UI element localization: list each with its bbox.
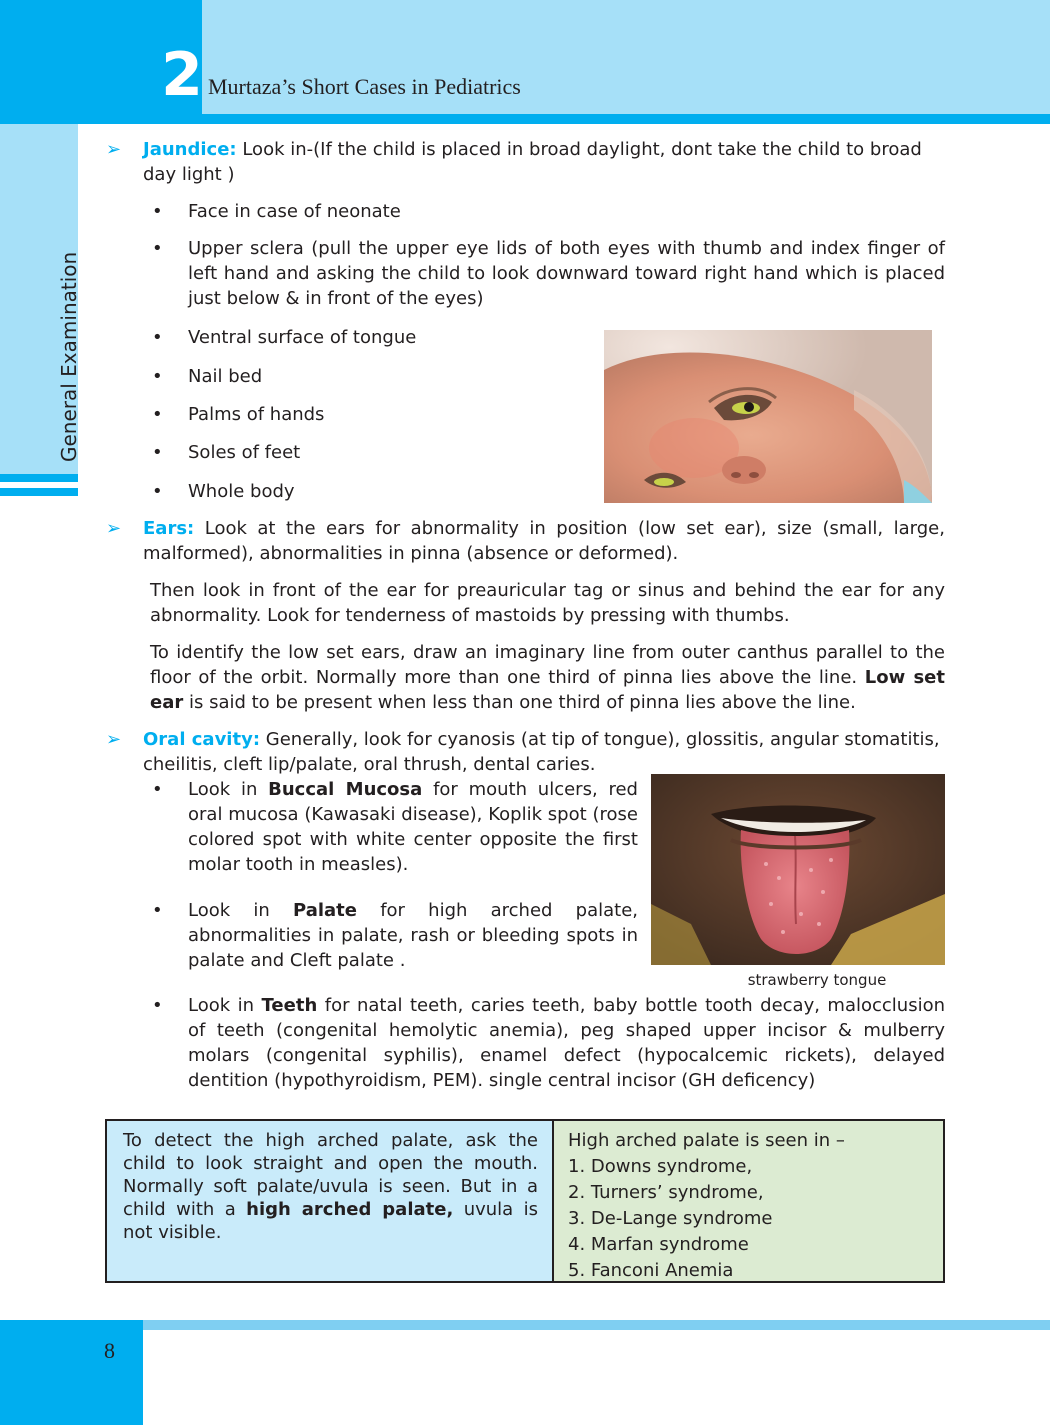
footer-rule [0,1320,1050,1330]
jaundice-intro-line: day light ) [143,164,235,185]
table-cell-heading: High arched palate is seen in – [568,1130,845,1151]
condition-item: 1. Downs syndrome, [568,1156,753,1177]
oral-heading: Oral cavity: [143,729,261,750]
bullet-icon: • [152,481,163,502]
jaundice-heading: Jaundice: [143,139,237,160]
strawberry-tongue-photo [651,774,945,965]
book-title: Murtaza’s Short Cases in Pediatrics [208,74,521,99]
bullet-icon: • [152,404,163,425]
page-number: 8 [104,1338,115,1363]
buccal-mucosa-term: Buccal Mucosa [268,779,423,800]
list-item-text: for natal teeth, caries teeth, baby bottle tooth decay, malocclusion of teeth (congenital hemolytic anemia), peg shaped upper incisor & mulberry molars (congenital syphilis), enamel defect (hypocalcemic rickets), delayed dentition (hypothyroidism, PEM). single central incisor (GH deficency) [188,995,945,1091]
arrow-bullet-icon: ➢ [106,518,122,539]
list-item-text: Look in [188,900,270,921]
list-item: Face in case of neonate [188,201,401,222]
condition-item: 4. Marfan syndrome [568,1234,749,1255]
sidebar-rule [0,474,78,482]
bullet-icon: • [152,238,163,259]
high-arched-palate-term: high arched palate, [246,1199,454,1220]
sidebar-rule [0,488,78,496]
list-item: Soles of feet [188,442,301,463]
bullet-icon: • [152,201,163,222]
ears-paragraph: Then look in front of the ear for preauricular tag or sinus and behind the ear for any abnormality. Look for tenderness of mastoids by pressing with thumbs. [150,580,945,626]
ears-heading: Ears: [143,518,195,539]
list-item-text: Look in [188,995,255,1016]
ears-intro [143,516,945,566]
list-item [188,777,638,877]
table-cell-conditions [554,1121,943,1281]
arrow-bullet-icon: ➢ [106,139,122,160]
condition-item: 5. Fanconi Anemia [568,1260,734,1281]
jaundice-intro-line: Look in-(If the child is placed in broad daylight, dont take the child to broad [242,139,922,160]
palate-term: Palate [293,900,357,921]
list-item: Upper sclera (pull the upper eye lids of both eyes with thumb and index finger of left hand and asking the child to look downward toward right hand which is placed just below & in front of the eyes) [188,238,945,309]
table-cell-procedure [107,1121,554,1281]
header-rule [0,114,1050,124]
oral-intro [143,727,945,777]
chapter-number: 2 [161,40,203,110]
list-item [188,898,638,973]
bullet-icon: • [152,366,163,387]
list-item-text: for high arched palate, abnormalities in palate, rash or bleeding spots in palate and Cleft palate . [188,900,638,971]
list-item: Nail bed [188,366,263,387]
low-set-ear-term: Low set ear [150,667,945,713]
bullet-icon: • [152,995,163,1016]
oral-intro-line: cheilitis, cleft lip/palate, oral thrush, dental caries. [143,754,596,775]
list-item: Palms of hands [188,404,325,425]
ears-paragraph-text: is said to be present when less than one third of pinna lies above the line. [188,692,856,713]
list-item-text: for mouth ulcers, red oral mucosa (Kawasaki disease), Koplik spot (rose colored spot with white center opposite the first molar tooth in measles). [188,779,638,875]
condition-item: 3. De-Lange syndrome [568,1208,773,1229]
bullet-icon: • [152,442,163,463]
bullet-icon: • [152,327,163,348]
arrow-bullet-icon: ➢ [106,729,122,750]
table-cell-text: uvula is not visible. [123,1199,538,1243]
teeth-term: Teeth [261,995,318,1016]
jaundice-intro [143,137,945,187]
table-cell-text: To detect the high arched palate, ask the child to look straight and open the mouth. Normally soft palate/uvula is seen. But in a child with a [123,1130,538,1220]
footer-block [0,1320,143,1425]
section-label: General Examination [57,251,81,462]
bullet-icon: • [152,779,163,800]
bullet-icon: • [152,900,163,921]
list-item: Ventral surface of tongue [188,327,417,348]
high-arched-palate-table [105,1119,945,1283]
ears-paragraph-text: To identify the low set ears, draw an imaginary line from outer canthus parallel to the floor of the orbit. Normally more than one third of pinna lies above the line. [150,642,945,688]
jaundiced-baby-photo [604,330,932,503]
list-item: Whole body [188,481,295,502]
ears-intro-text: Look at the ears for abnormality in position (low set ear), size (small, large, malformed), abnormalities in pinna (absence or deformed). [143,518,945,564]
list-item-text: Look in [188,779,258,800]
list-item [188,993,945,1093]
figure-caption: strawberry tongue [747,971,887,989]
oral-intro-line: Generally, look for cyanosis (at tip of tongue), glossitis, angular stomatitis, [265,729,940,750]
condition-item: 2. Turners’ syndrome, [568,1182,764,1203]
ears-paragraph [150,640,945,715]
